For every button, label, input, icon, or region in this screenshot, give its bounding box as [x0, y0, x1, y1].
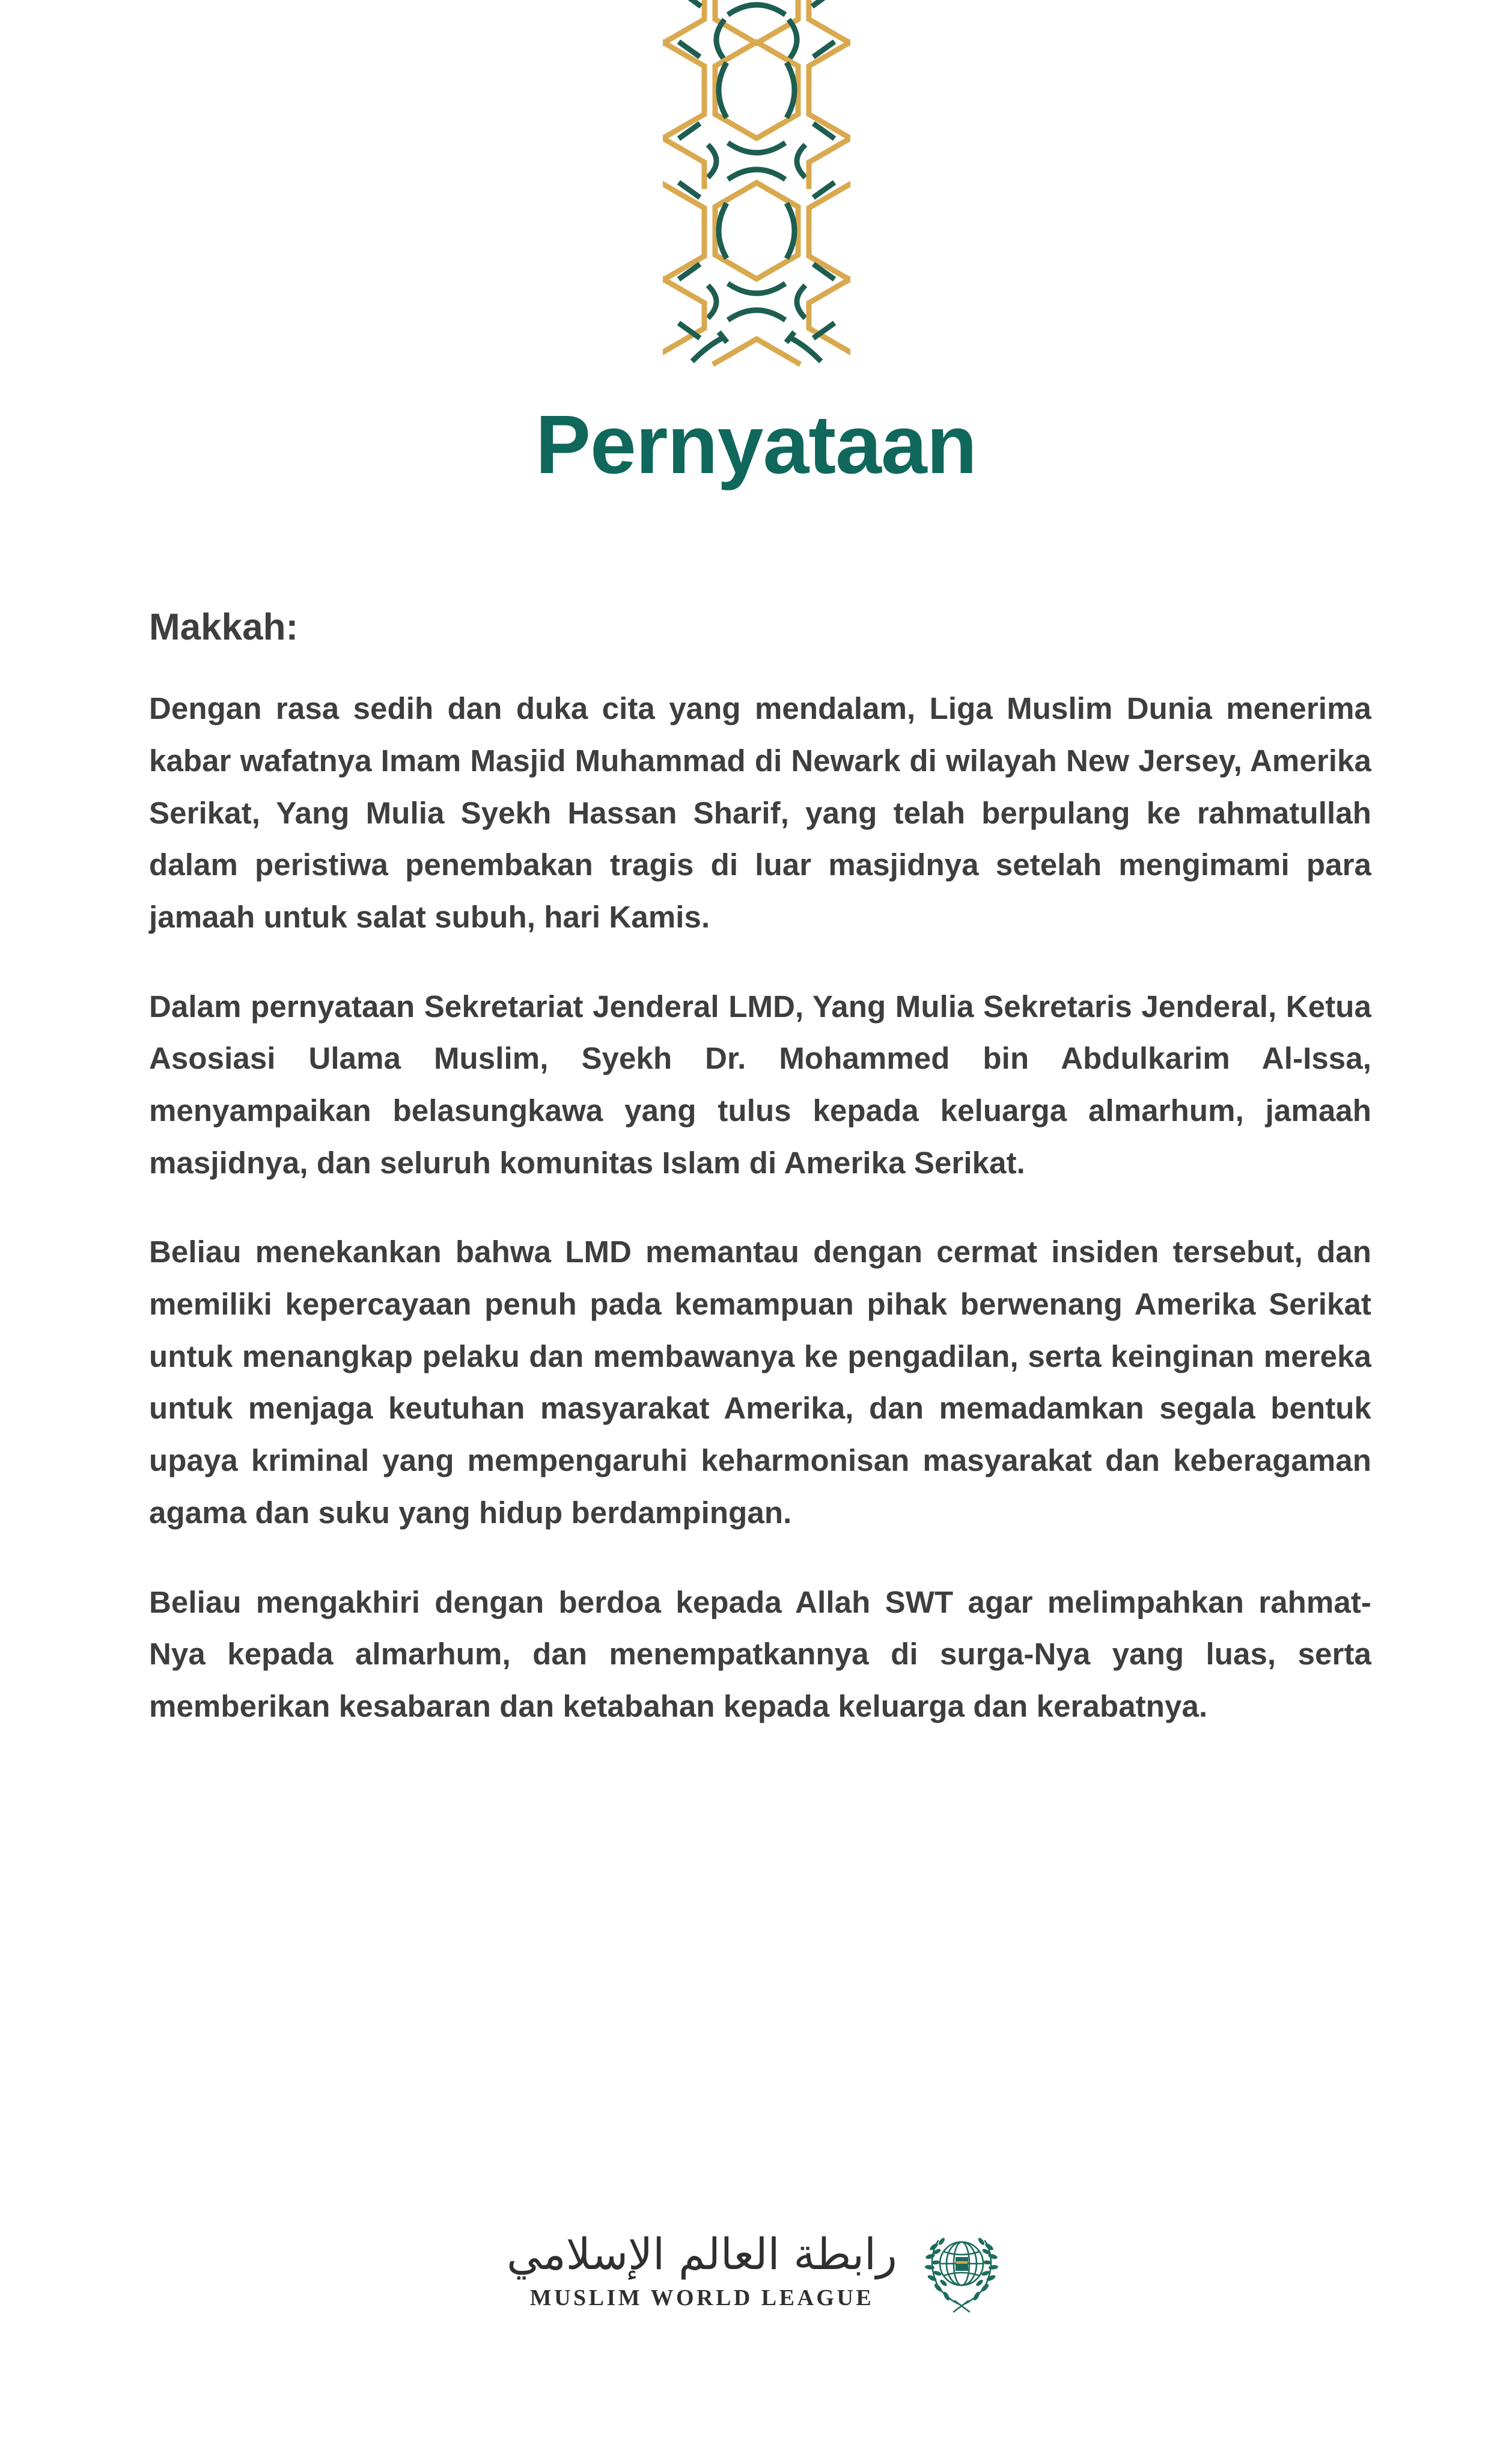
paragraph-2: Dalam pernyataan Sekretariat Jenderal LMD, Yang Mulia Sekretaris Jenderal, Ketua Asosiasi Ulama Muslim, Syekh Dr. Mohammed bin Abdulkarim Al-Issa, menyampaikan belasungkawa yang tulus kepada keluarga almarhum, jamaah masjidnya, dan seluruh komunitas Islam di Amerika Serikat.	[149, 989, 1371, 1180]
islamic-geometric-pattern-ornament	[663, 0, 850, 373]
paragraph-4: Beliau mengakhiri dengan berdoa kepada Allah SWT agar melimpahkan rahmat-Nya kepada almarhum, dan menempatkannya di surga-Nya yang luas, serta memberikan kesabaran dan ketabahan kepada keluarga dan kerabatnya.	[149, 1584, 1371, 1723]
page-title: Pernyataan	[535, 399, 977, 491]
paragraph-1: Dengan rasa sedih dan duka cita yang mendalam, Liga Muslim Dunia menerima kabar wafatnya Imam Masjid Muhammad di Newark di wilayah New Jersey, Amerika Serikat, Yang Mulia Syekh Hassan Sharif, yang telah berpulang ke rahmatullah dalam peristiwa penembakan tragis di luar masjidnya setelah mengimami para jamaah untuk salat subuh, hari Kamis.	[149, 691, 1371, 934]
logo-arabic-text: رابطة العالم الإسلامي	[507, 2229, 897, 2279]
globe-laurel-emblem-icon	[918, 2224, 1005, 2314]
paragraph-3: Beliau menekankan bahwa LMD memantau dengan cermat insiden tersebut, dan memiliki kepercayaan penuh pada kemampuan pihak berwenang Amerika Serikat untuk menangkap pelaku dan membawanya ke pengadilan, serta keinginan mereka untuk menjaga keutuhan masyarakat Amerika, dan memadamkan segala bentuk upaya kriminal yang mempengaruhi keharmonisan masyarakat dan keberagaman agama dan suku yang hidup berdampingan.	[149, 1235, 1371, 1530]
logo-wordmark	[507, 2227, 897, 2311]
dateline-makkah: Makkah:	[149, 606, 299, 648]
logo-latin-text: MUSLIM WORLD LEAGUE	[529, 2285, 874, 2311]
muslim-world-league-logo	[0, 2224, 1512, 2314]
statement-body	[149, 607, 1371, 1733]
